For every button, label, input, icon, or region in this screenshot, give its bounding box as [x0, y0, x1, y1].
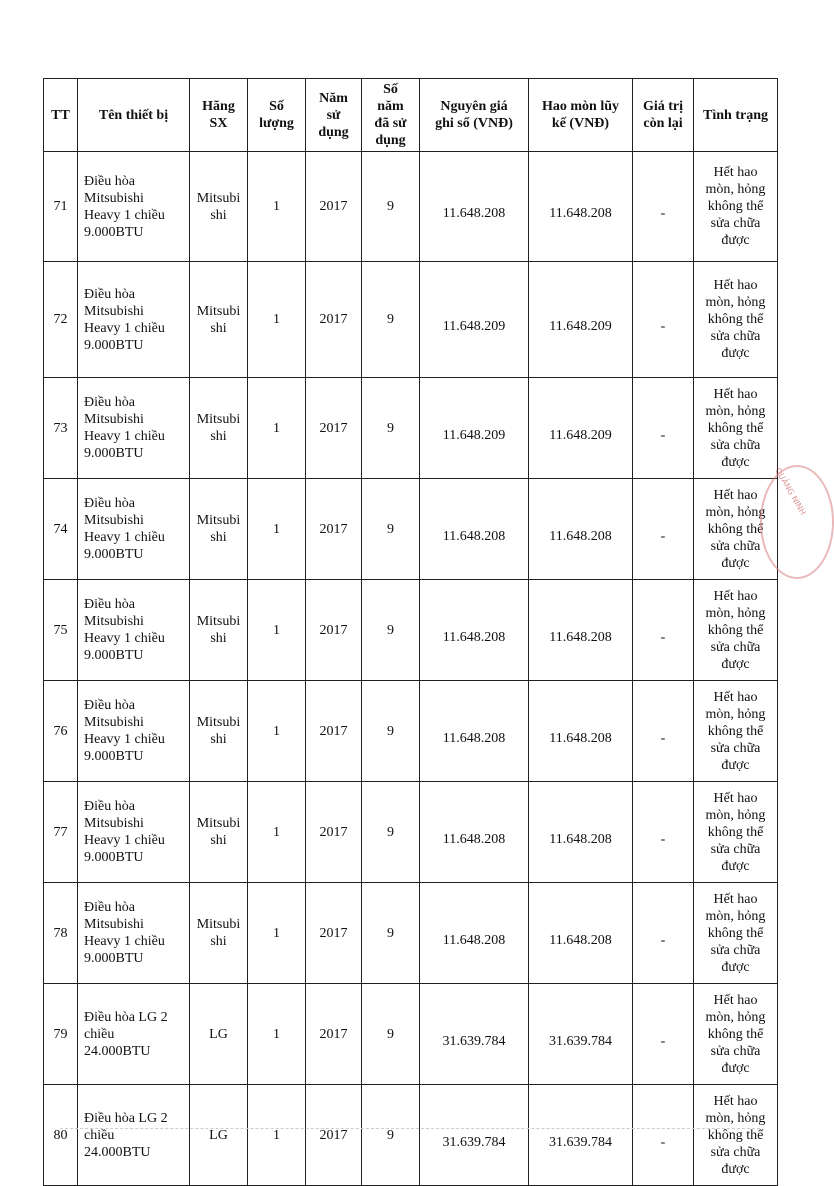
cell-years-used: 9: [362, 479, 420, 580]
cell-remaining-value: -: [633, 883, 694, 984]
header-years-used: Số năm đã sử dụng: [362, 79, 420, 152]
cell-quantity: 1: [248, 378, 306, 479]
table-row: [44, 378, 778, 479]
cell-original-price: 11.648.208: [420, 152, 529, 262]
cell-years-used: 9: [362, 883, 420, 984]
table-row: [44, 1085, 778, 1186]
table-row: [44, 152, 778, 262]
cell-tt: 71: [44, 152, 78, 262]
header-year: Năm sử dụng: [306, 79, 362, 152]
cell-remaining-value: -: [633, 1085, 694, 1186]
cell-original-price: 11.648.208: [420, 681, 529, 782]
cell-device-name: Điều hòa Mitsubishi Heavy 1 chiều 9.000BTU: [78, 378, 190, 479]
header-maker: Hãng SX: [190, 79, 248, 152]
cell-device-name: Điều hòa Mitsubishi Heavy 1 chiều 9.000BTU: [78, 152, 190, 262]
seal-text: QUẢNG NINH: [773, 466, 808, 517]
cell-maker: Mitsubi shi: [190, 782, 248, 883]
cell-original-price: 11.648.208: [420, 883, 529, 984]
cell-depreciation: 31.639.784: [529, 1085, 633, 1186]
cell-device-name: Điều hòa Mitsubishi Heavy 1 chiều 9.000BTU: [78, 681, 190, 782]
cell-tt: 77: [44, 782, 78, 883]
header-name: Tên thiết bị: [78, 79, 190, 152]
cell-remaining-value: -: [633, 681, 694, 782]
cell-year: 2017: [306, 262, 362, 378]
table-row: [44, 580, 778, 681]
cell-year: 2017: [306, 883, 362, 984]
cell-maker: Mitsubi shi: [190, 152, 248, 262]
table-row: [44, 782, 778, 883]
page-edge-divider: [60, 1128, 760, 1129]
cell-quantity: 1: [248, 883, 306, 984]
cell-years-used: 9: [362, 262, 420, 378]
cell-maker: Mitsubi shi: [190, 883, 248, 984]
cell-status: Hết hao mòn, hỏng không thể sửa chữa được: [694, 262, 778, 378]
cell-status: Hết hao mòn, hỏng không thể sửa chữa được: [694, 580, 778, 681]
cell-depreciation: 11.648.209: [529, 378, 633, 479]
cell-years-used: 9: [362, 984, 420, 1085]
cell-original-price: 11.648.209: [420, 262, 529, 378]
cell-status: Hết hao mòn, hỏng không thể sửa chữa được: [694, 152, 778, 262]
cell-maker: Mitsubi shi: [190, 479, 248, 580]
header-tt: TT: [44, 79, 78, 152]
cell-maker: LG: [190, 984, 248, 1085]
cell-quantity: 1: [248, 984, 306, 1085]
cell-maker: Mitsubi shi: [190, 681, 248, 782]
cell-year: 2017: [306, 152, 362, 262]
cell-quantity: 1: [248, 262, 306, 378]
cell-remaining-value: -: [633, 479, 694, 580]
cell-year: 2017: [306, 782, 362, 883]
cell-status: Hết hao mòn, hỏng không thể sửa chữa được: [694, 378, 778, 479]
cell-depreciation: 31.639.784: [529, 984, 633, 1085]
cell-remaining-value: -: [633, 378, 694, 479]
cell-remaining-value: -: [633, 580, 694, 681]
cell-device-name: Điều hòa Mitsubishi Heavy 1 chiều 9.000BTU: [78, 580, 190, 681]
cell-depreciation: 11.648.208: [529, 782, 633, 883]
cell-year: 2017: [306, 681, 362, 782]
cell-original-price: 11.648.209: [420, 378, 529, 479]
cell-original-price: 31.639.784: [420, 1085, 529, 1186]
cell-status: Hết hao mòn, hỏng không thể sửa chữa được: [694, 1085, 778, 1186]
table-header-row: [44, 79, 778, 152]
cell-year: 2017: [306, 1085, 362, 1186]
cell-original-price: 11.648.208: [420, 479, 529, 580]
cell-quantity: 1: [248, 580, 306, 681]
cell-tt: 76: [44, 681, 78, 782]
cell-year: 2017: [306, 984, 362, 1085]
cell-tt: 73: [44, 378, 78, 479]
cell-tt: 72: [44, 262, 78, 378]
cell-quantity: 1: [248, 152, 306, 262]
cell-depreciation: 11.648.208: [529, 681, 633, 782]
cell-original-price: 11.648.208: [420, 782, 529, 883]
cell-remaining-value: -: [633, 262, 694, 378]
cell-maker: Mitsubi shi: [190, 378, 248, 479]
cell-device-name: Điều hòa Mitsubishi Heavy 1 chiều 9.000BTU: [78, 782, 190, 883]
cell-quantity: 1: [248, 479, 306, 580]
cell-original-price: 31.639.784: [420, 984, 529, 1085]
cell-years-used: 9: [362, 378, 420, 479]
table-row: [44, 262, 778, 378]
header-status: Tình trạng: [694, 79, 778, 152]
table-row: [44, 984, 778, 1085]
table-row: [44, 681, 778, 782]
cell-tt: 79: [44, 984, 78, 1085]
cell-remaining-value: -: [633, 782, 694, 883]
cell-status: Hết hao mòn, hỏng không thể sửa chữa được: [694, 782, 778, 883]
cell-device-name: Điều hòa Mitsubishi Heavy 1 chiều 9.000BTU: [78, 883, 190, 984]
cell-status: Hết hao mòn, hỏng không thể sửa chữa được: [694, 883, 778, 984]
asset-table: [43, 78, 778, 1186]
cell-depreciation: 11.648.208: [529, 479, 633, 580]
cell-years-used: 9: [362, 782, 420, 883]
cell-tt: 80: [44, 1085, 78, 1186]
table-row: [44, 479, 778, 580]
cell-remaining-value: -: [633, 152, 694, 262]
cell-years-used: 9: [362, 580, 420, 681]
cell-year: 2017: [306, 378, 362, 479]
header-depreciation: Hao mòn lũy kế (VNĐ): [529, 79, 633, 152]
header-remaining: Giá trị còn lại: [633, 79, 694, 152]
cell-depreciation: 11.648.208: [529, 580, 633, 681]
header-qty: Số lượng: [248, 79, 306, 152]
cell-years-used: 9: [362, 681, 420, 782]
cell-depreciation: 11.648.208: [529, 152, 633, 262]
cell-years-used: 9: [362, 152, 420, 262]
cell-device-name: Điều hòa LG 2 chiều 24.000BTU: [78, 1085, 190, 1186]
cell-status: Hết hao mòn, hỏng không thể sửa chữa được: [694, 681, 778, 782]
cell-tt: 75: [44, 580, 78, 681]
cell-maker: Mitsubi shi: [190, 580, 248, 681]
cell-status: Hết hao mòn, hỏng không thể sửa chữa được: [694, 479, 778, 580]
cell-year: 2017: [306, 580, 362, 681]
cell-quantity: 1: [248, 681, 306, 782]
table-row: [44, 883, 778, 984]
cell-device-name: Điều hòa LG 2 chiều 24.000BTU: [78, 984, 190, 1085]
red-seal-stamp: [760, 465, 834, 579]
cell-original-price: 11.648.208: [420, 580, 529, 681]
cell-device-name: Điều hòa Mitsubishi Heavy 1 chiều 9.000BTU: [78, 262, 190, 378]
cell-years-used: 9: [362, 1085, 420, 1186]
table-body: [44, 152, 778, 1186]
cell-quantity: 1: [248, 782, 306, 883]
cell-quantity: 1: [248, 1085, 306, 1186]
cell-depreciation: 11.648.209: [529, 262, 633, 378]
cell-depreciation: 11.648.208: [529, 883, 633, 984]
cell-tt: 78: [44, 883, 78, 984]
cell-status: Hết hao mòn, hỏng không thể sửa chữa được: [694, 984, 778, 1085]
cell-remaining-value: -: [633, 984, 694, 1085]
cell-tt: 74: [44, 479, 78, 580]
cell-device-name: Điều hòa Mitsubishi Heavy 1 chiều 9.000BTU: [78, 479, 190, 580]
cell-maker: LG: [190, 1085, 248, 1186]
header-orig-price: Nguyên giá ghi sổ (VNĐ): [420, 79, 529, 152]
cell-year: 2017: [306, 479, 362, 580]
cell-maker: Mitsubi shi: [190, 262, 248, 378]
